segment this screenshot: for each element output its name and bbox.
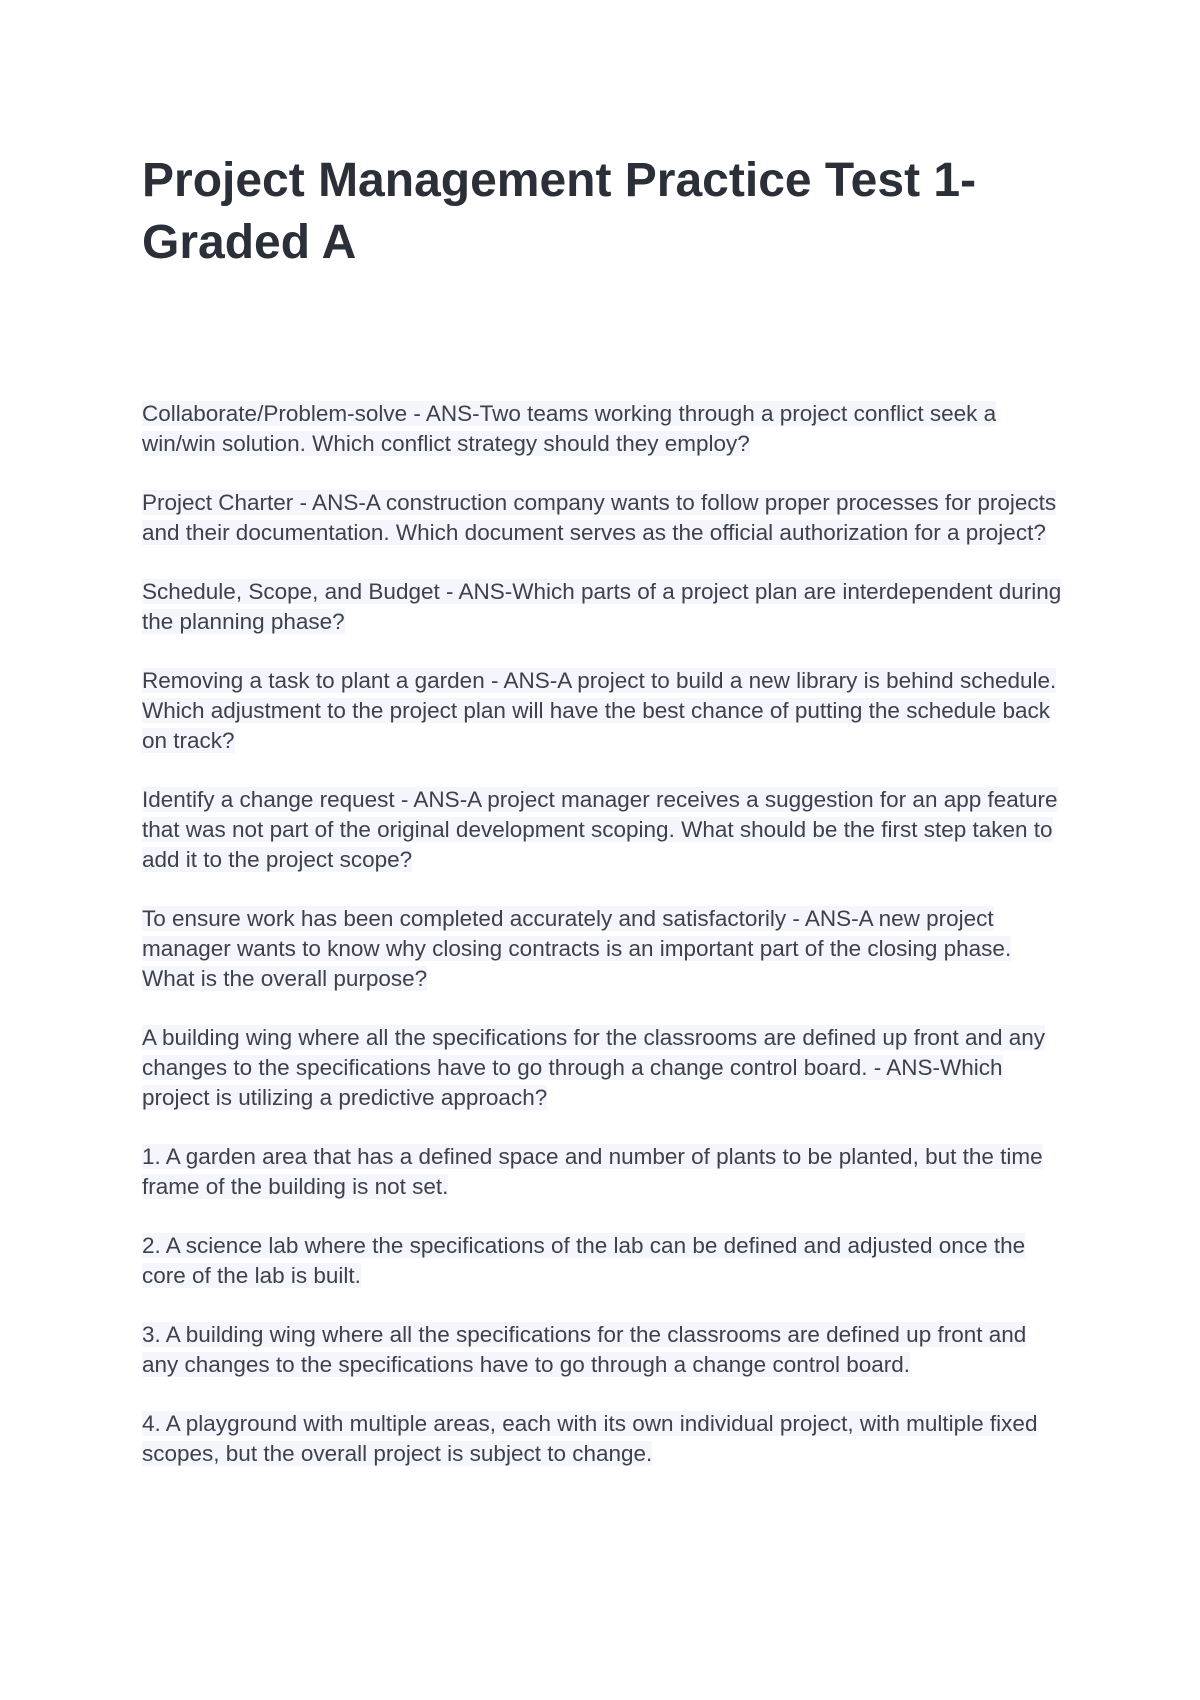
- answer-option: [142, 1231, 1062, 1291]
- qa-list: [142, 399, 1062, 1469]
- answer-option: [142, 1320, 1062, 1380]
- qa-paragraph-text: A building wing where all the specifications for the classrooms are defined up front and any changes to the specifications have to go through a change control board. - ANS-Which project is utilizing a predictive approach?: [142, 1025, 1046, 1110]
- answer-option: [142, 1142, 1062, 1202]
- qa-paragraph: [142, 488, 1062, 548]
- qa-paragraph: [142, 1023, 1062, 1113]
- document-page: [142, 150, 1062, 1498]
- answer-option-text: 3. A building wing where all the specifications for the classrooms are defined up front and any changes to the specifications have to go through a change control board.: [142, 1322, 1027, 1377]
- qa-paragraph: [142, 666, 1062, 756]
- answer-option: [142, 1409, 1062, 1469]
- qa-paragraph-text: Schedule, Scope, and Budget - ANS-Which parts of a project plan are interdependent during the planning phase?: [142, 579, 1062, 634]
- document-title: Project Management Practice Test 1- Graded A: [142, 154, 977, 269]
- qa-paragraph-text: To ensure work has been completed accurately and satisfactorily - ANS-A new project manager wants to know why closing contracts is an important part of the closing phase. What is the overall purpose?: [142, 906, 1012, 991]
- qa-paragraph: [142, 904, 1062, 994]
- qa-paragraph-text: Collaborate/Problem-solve - ANS-Two teams working through a project conflict seek a win/win solution. Which conflict strategy should they employ?: [142, 401, 997, 456]
- qa-paragraph-text: Removing a task to plant a garden - ANS-A project to build a new library is behind schedule. Which adjustment to the project plan will have the best chance of putting the schedule back on track?: [142, 668, 1057, 753]
- answer-option-text: 1. A garden area that has a defined space and number of plants to be planted, but the time frame of the building is not set.: [142, 1144, 1043, 1199]
- qa-paragraph: [142, 399, 1062, 459]
- qa-paragraph-text: Project Charter - ANS-A construction company wants to follow proper processes for projects and their documentation. Which document serves as the official authorization for a project?: [142, 490, 1057, 545]
- qa-paragraph: [142, 785, 1062, 875]
- answer-option-text: 2. A science lab where the specifications of the lab can be defined and adjusted once the core of the lab is built.: [142, 1233, 1026, 1288]
- qa-paragraph: [142, 577, 1062, 637]
- qa-paragraph-text: Identify a change request - ANS-A project manager receives a suggestion for an app feature that was not part of the original development scoping. What should be the first step taken to add it to the project scope?: [142, 787, 1058, 872]
- answer-option-text: 4. A playground with multiple areas, each with its own individual project, with multiple fixed scopes, but the overall project is subject to change.: [142, 1411, 1038, 1466]
